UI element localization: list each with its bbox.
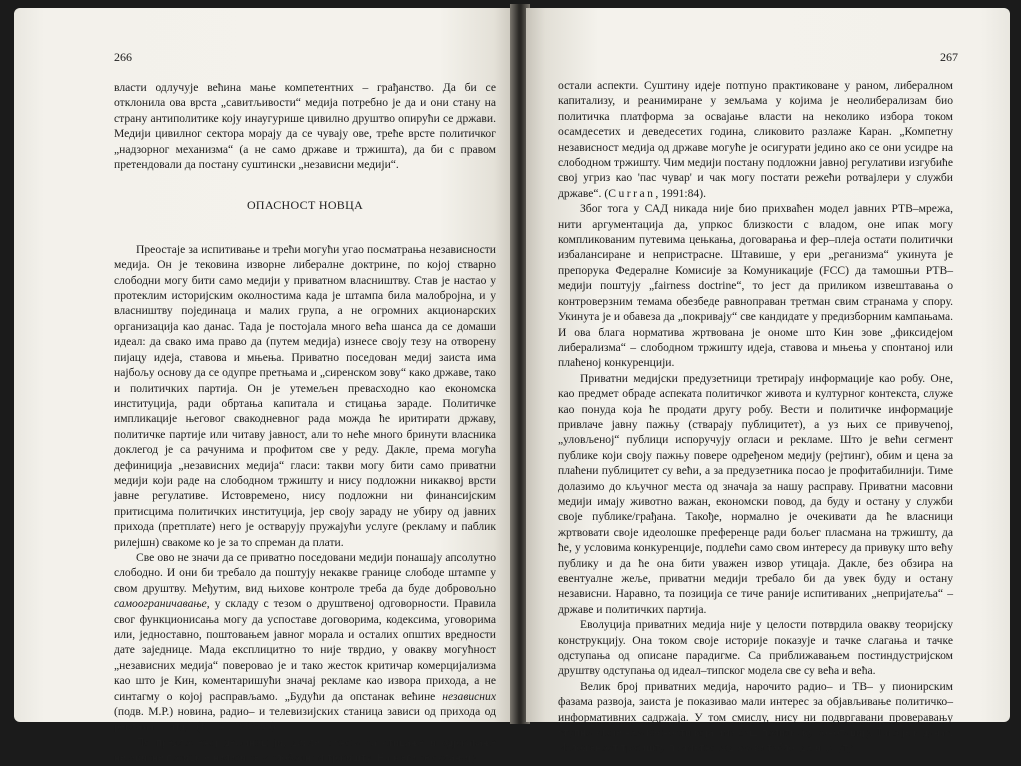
paragraph-r1 <box>558 78 953 201</box>
right-page-text <box>558 78 953 756</box>
paragraph-1: Преостаје за испитивање и трећи могући угао посматрања независности медија. Он је тековина изворне либералне доктрине, по којој стварно слободни могу бити само медији у приватном власништву. Став је настао у протеклим историјским околностима када је штампа била малобројна, и у власништву појединаца и малих група, а не огромних акционарских организација као данас. Тада је постојала много већа шанса да се домаши идеал: да свако има право да (путем медија) изнесе своју тезу на отворену пијацу идеја, ставова и мњења. Приватно поседован медиј заиста има најбољу основу да се одупре претњама и „сиренском зову“ како државе, тако и политичких партија. Он је утемељен превасходно као економска институција, ради обртања капитала и стицања зараде. Политичке импликације његовог свакодневног рада можда ће иритирати државу, политичке партије или читаву јавност, али то неће много бринути власника доклегод је са рачунима и профитом све у реду. Дакле, према могућа дефиниција „независних медија“ гласи: такви могу бити само приватни медији који раде на слободном тржишту и нису подложни никаквој врсти јавне регулативе. Истовремено, нису подложни ни финансијским притисцима политичких институција, јер своју зараду не убиру од јавних прихода (претплате) него је остварују пружајући услуге (рекламу и паблик рилејшн) свакоме ко је за то спреман да плати. <box>114 242 496 549</box>
paragraph-2-emphasis-2: независних <box>442 689 496 703</box>
paragraph-2-part-d: , 1995:80). <box>227 720 279 734</box>
paragraph-r1-part-a: остали аспекти. Суштину идеје потпуно практиковане у раном, либералном капитализу, и реанимиране у земљама у којима је неолиберализам био политичка платформа за освајање власти на неколико избора током осамдесетих и деведесетих година, сликовито разлаже Каран. „Компетну независност медија од државе могуће је осигурати једино ако се они усидре на слободном тржишту. Чим медији постану подложни јавној регулативи изгубиће свој угриз као 'пас чувар' и чак могу постати режећи ротвајлери у служби државе“. ( <box>558 79 953 200</box>
right-page <box>526 8 1010 755</box>
paragraph-2-citation: Кин <box>200 720 228 734</box>
page-number-right: 267 <box>940 50 958 64</box>
paragraph-2-part-b: , у складу с тезом о друштвеној одговорности. Правила свог функционисања могу да успоставе договорима, кодексима, уговорима или, једноставно, поштовањем јавног морала и осталих општих вредности датe заједнице. Мада експлицитно то није тврдио, у овакву могућност „независних медија“ поверовао је и тако жесток критичар комерцијализма као што је Кин, коментаришући значај рекламе као извора прихода, а не синтагму о којој расправљамо. „Будући да опстанак већине <box>114 597 496 703</box>
paragraph-r5: Велик број приватних медија, нарочито радио– и ТВ– у пионирским фазама развоја, заиста је показивао мали интерес за објављивање политичко–информативних садржаја. У том смислу, нису ни подвргавани проверавању ступња своје независности која има баш политичку конотацију. Тако је и данас. Изложеност тржишту приметно задржава таблоиде и „жуту <box>558 679 953 755</box>
left-page <box>14 8 514 765</box>
paragraph-r2: Због тога у САД никада није био прихваћен модел јавних РТВ–мрежа, нити аргументација да, упркос близкости с владом, оне ипак могу компликованим путевима цењкања, договарања и фер–плеја остати политички избалансиране и непристрасне. Штавише, у ери „реганизма“ укинута је препорука Федералне Комисије за Комуникације (FCC) да тамошњи РТВ–медији поштују „fairness doctrine“, то јест да приликом извештавања о контроверзним темама обезбеде равноправан третман свим странама у спору. Укинута је и обавеза да „покривају“ све кандидате у предизборним кампањама. И ова блага норматива жртвована је ономе што Кин зове „фиксидејом либерализма“ – слободном тржишту идеја, ставова и мњења у спонтаној или плаћеној конкуренцији. <box>558 202 953 370</box>
paragraph-r1-part-b: , 1991:84). <box>655 186 706 200</box>
paragraph-r1-citation: Curran <box>608 186 656 200</box>
paragraph-r3: Приватни медијски предузетници третирају информације као робу. Оне, као предмет обраде аспеката политичког живота и културног контекста, служе као понуда која ће продати другу робу. Вести и политичке информације привлаче јавну пажњу (стварају публицитет), а уз њих се привучеnoj, „уловљеној“ публици испоручују огласи и рекламе. Што је већи сегмент публике који своју пажњу поверe одређеном медију (рејтинг), обим и цена за плаћени публицитет су већи, а за предузетника посао је профитабилнији. Тиме долазимо до кључног места од значаја за нашу расправу. Приватни масовни медији имају животно важан, економски повод, да буду и остану у служби своје публике/грађана. Такође, нормално је очекивати да ће власници жртвовати своје идеолошке преференце ради бољег пласмана на тржишту, да ће, у условима конкуренције, подлећи само свом интересу да привуку што већу публику и да ће она бити уважен извор утицаја. Дакле, без обзира на евентуалне жеље, приватни медији требало би да увек буду и остану независни. Наравно, та позиција се тиче раније испитиваних „непријатеља“ – државе и политичких партија. <box>558 371 953 616</box>
paragraph-2-emphasis: самоограничавање <box>114 597 207 611</box>
paragraph-2 <box>114 550 496 735</box>
paragraph-3: По предложеној дефиницији, дакле, основа за стицање и одржавање независне позиције налази се у слободном тржишту. На њега се ослањају <box>114 735 496 765</box>
left-page-text <box>114 80 496 766</box>
paragraph-2-part-a: Све ово не значи да се приватно поседовани медији понашају апсолутно слободно. И они би требало да поштују некакве границе слободе штампе у свом друштву. Међутим, вид њихове контроле треба да буде добровољно <box>114 550 496 595</box>
page-number-left: 266 <box>114 50 132 64</box>
paragraph-2-part-c: (подв. М.Р.) новина, радио– и телевизијских станица зависи од прихода од реклама ... итд.“ ( <box>114 705 496 734</box>
section-heading: ОПАСНОСТ НОВЦА <box>246 198 364 213</box>
paragraph-r4: Еволуција приватних медија није у целости потврдила овакву теоријску конструкцију. Она током своје историје показује и тачке слагања и тачке одступања од описане парадигме. Са приближавањем постиндустријском друштву одступања од идеал–типског модела све су већа и већа. <box>558 618 953 678</box>
paragraph-intro: власти одлучује већина мање компетентних – грађанство. Да би се отклонила ова врста „савитљивости“ медија потребно је да и они стану на страну антиполитике коју инаугурише цивилно друштво опирући се држави. Медији цивилног сектора морају да се чувају ове, треће врсте политичког „надзорног механизма“ (а не само државе и тржишта), да би с правом претендовали да постану суштински „независни медији“. <box>114 81 496 172</box>
